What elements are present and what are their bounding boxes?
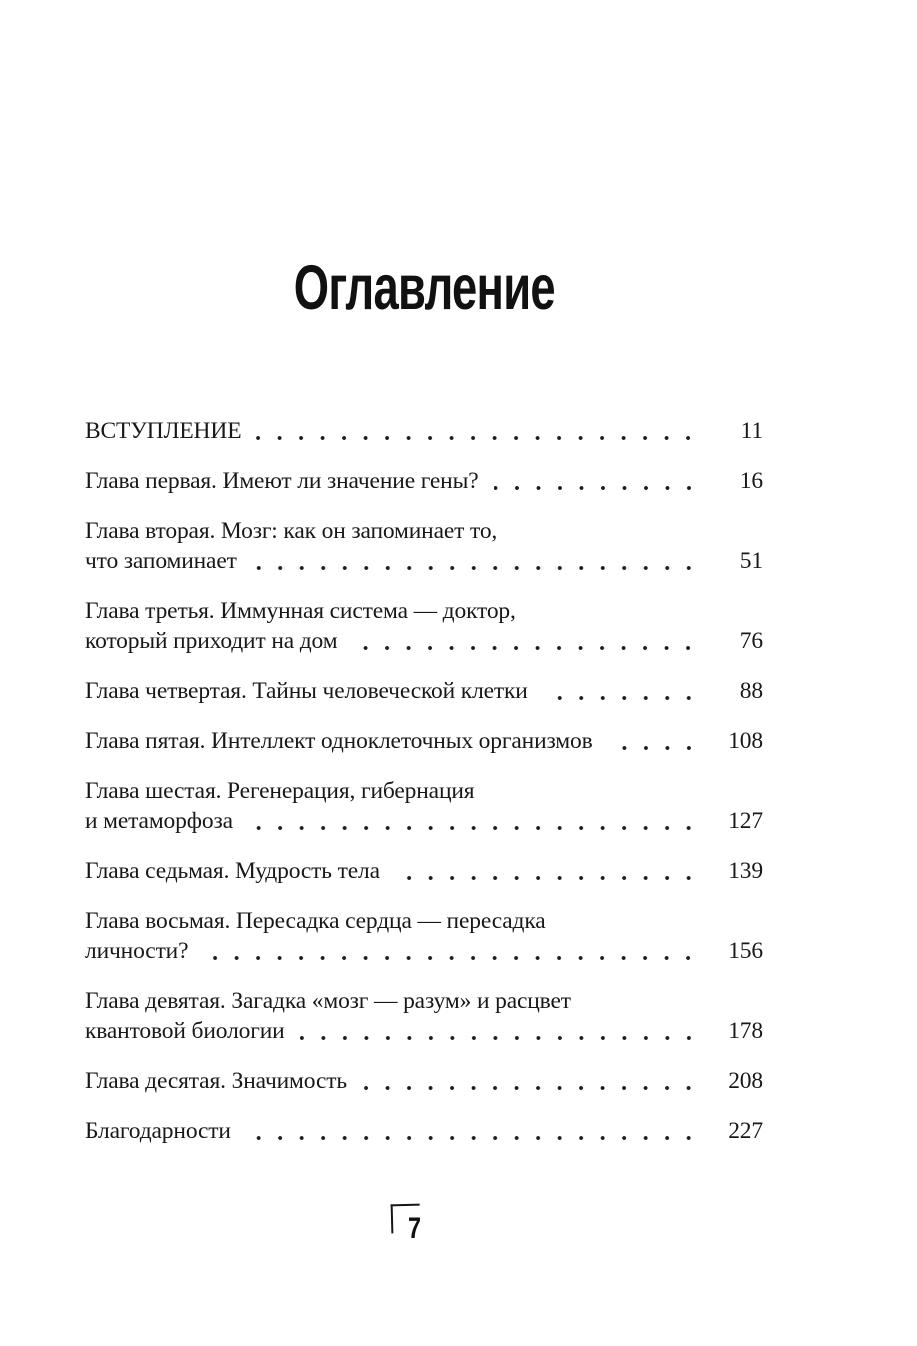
toc-entry-row — [85, 626, 763, 656]
toc-entry — [85, 726, 763, 756]
dot-leader — [248, 825, 707, 831]
toc-entry-row — [85, 1016, 763, 1046]
toc-entry-label: что запоминает — [85, 548, 237, 574]
toc-entry-row — [85, 726, 763, 756]
toc-entry — [85, 466, 763, 496]
dot-leader — [395, 875, 707, 881]
dot-leader — [362, 1085, 707, 1091]
dot-leader — [543, 695, 707, 701]
toc-entry-line: Глава вторая. Мозг: как он запоминает то, — [85, 518, 498, 544]
toc-entry — [85, 1116, 763, 1146]
toc-entry-page-number: 156 — [728, 938, 763, 964]
page-footer — [85, 1203, 763, 1251]
toc-entry-page-number: 76 — [739, 628, 763, 654]
toc-entry-page-number: 227 — [728, 1118, 763, 1144]
toc-entry-row — [85, 416, 763, 446]
toc-entry-label: ВСТУПЛЕНИЕ — [85, 418, 242, 444]
toc-entry-page-number: 208 — [728, 1068, 763, 1094]
page-title: Оглавление — [293, 253, 555, 323]
toc-entry-page-number: 127 — [728, 808, 763, 834]
dot-leader — [256, 435, 707, 441]
toc-entry-label: личности? — [85, 938, 189, 964]
toc-entry-label: Глава седьмая. Мудрость тела — [85, 858, 380, 884]
toc-entry-row — [85, 936, 763, 966]
toc-entry-label: Глава первая. Имеют ли значение гены? — [85, 468, 479, 494]
page-title-wrap — [85, 0, 763, 323]
toc-entry-line: Глава восьмая. Пересадка сердца — пересадка — [85, 908, 546, 934]
toc-entry — [85, 856, 763, 886]
toc-entry-label: Глава четвертая. Тайны человеческой клетки — [85, 678, 528, 704]
toc-entry-page-number: 11 — [740, 418, 763, 444]
folio-page-number: 7 — [408, 1212, 422, 1245]
dot-leader — [352, 645, 707, 651]
dot-leader — [494, 485, 707, 491]
dot-leader — [300, 1035, 707, 1041]
toc-entry-row — [85, 806, 763, 836]
toc-entry-page-number: 51 — [739, 548, 763, 574]
toc-entry — [85, 776, 763, 836]
toc-entry-label: Благодарности — [85, 1118, 231, 1144]
dot-leader — [608, 745, 707, 751]
toc-entry-label: и метаморфоза — [85, 808, 233, 834]
toc-entry-row — [85, 676, 763, 706]
toc-entry-row — [85, 466, 763, 496]
toc-entry-label: квантовой биологии — [85, 1018, 285, 1044]
toc-entry — [85, 596, 763, 656]
toc-entry-row — [85, 856, 763, 886]
toc-entry-row — [85, 1066, 763, 1096]
dot-leader — [203, 955, 707, 961]
toc-entry-page-number: 88 — [739, 678, 763, 704]
folio-group — [391, 1203, 437, 1251]
toc-entry-label: Глава десятая. Значимость — [85, 1068, 347, 1094]
toc-entry-line: Глава шестая. Регенерация, гибернация — [85, 778, 475, 804]
toc-entry-page-number: 108 — [728, 728, 763, 754]
toc-entry-line: Глава третья. Иммунная система — доктор, — [85, 598, 516, 624]
dot-leader — [246, 1135, 707, 1141]
toc-entry-page-number: 16 — [739, 468, 763, 494]
toc-entry — [85, 676, 763, 706]
toc-entry-label: Глава пятая. Интеллект одноклеточных организмов — [85, 728, 593, 754]
toc-entry-label: который приходит на дом — [85, 628, 338, 654]
toc-entry — [85, 906, 763, 966]
toc-entry — [85, 516, 763, 576]
table-of-contents — [85, 416, 763, 1146]
content-column — [85, 0, 763, 1166]
toc-entry-line: Глава девятая. Загадка «мозг — разум» и расцвет — [85, 988, 571, 1014]
toc-entry-row — [85, 1116, 763, 1146]
dot-leader — [252, 565, 707, 571]
toc-entry — [85, 416, 763, 446]
toc-entry — [85, 986, 763, 1046]
toc-entry-row — [85, 546, 763, 576]
toc-entry — [85, 1066, 763, 1096]
toc-entry-page-number: 178 — [728, 1018, 763, 1044]
toc-entry-page-number: 139 — [728, 858, 763, 884]
